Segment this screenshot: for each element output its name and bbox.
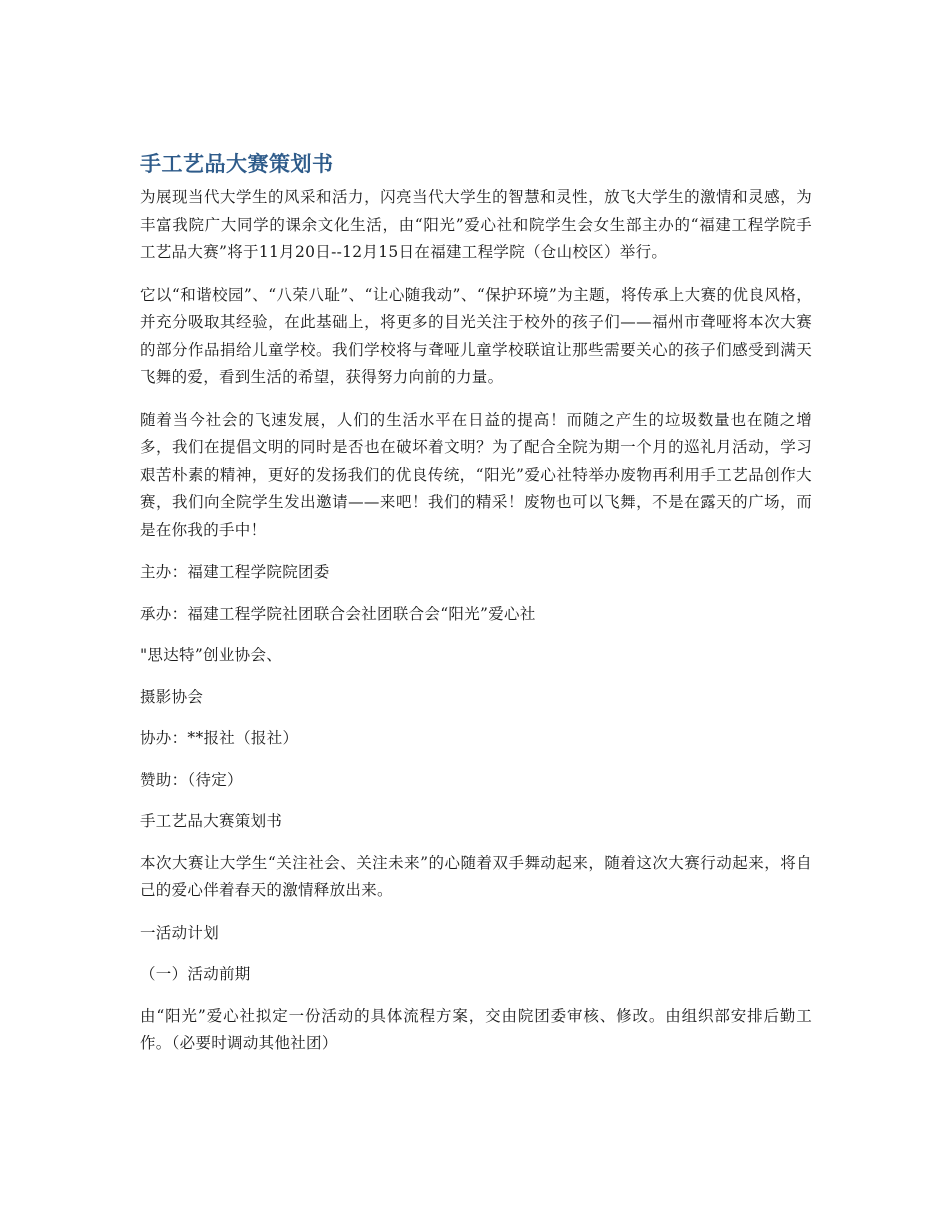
theme-paragraph: 它以“和谐校园”、“八荣八耻”、“让心随我动”、“保护环境”为主题，将传承上大赛的优良风格，并充分吸取其经验，在此基础上，将更多的目光关注于校外的孩子们——福州市聋哑将本次大赛的部分作品捐给儿童学校。我们学校将与聋哑儿童学校联谊让那些需要关心的孩子们感受到满天飞舞的爱，看到生活的希望，获得努力向前的力量。 [140, 285, 812, 386]
intro-paragraph: 为展现当代大学生的风采和活力，闪亮当代大学生的智慧和灵性，放飞大学生的激情和灵感，为丰富我院广大同学的课余文化生活，由“阳光”爱心社和院学生会女生部主办的“福建工程学院手工艺品大赛”将于11月20日--12月15日在福建工程学院（仓山校区）举行。 [140, 188, 812, 261]
undertaker-line: 承办：福建工程学院社团联合会社团联合会“阳光”爱心社 [140, 604, 536, 623]
early-stage-heading: （一）活动前期 [140, 965, 251, 983]
purpose-paragraph: 本次大赛让大学生“关注社会、关注未来”的心随着双手舞动起来，随着这次大赛行动起来，将自己的爱心伴着春天的激情释放出来。 [140, 853, 812, 899]
activity-plan-heading: 一活动计划 [140, 923, 220, 942]
section-title-line: 手工艺品大赛策划书 [140, 812, 283, 830]
sponsor-line: 赞助：（待定） [140, 770, 243, 789]
document-page [140, 148, 812, 1073]
early-stage-paragraph: 由“阳光”爱心社拟定一份活动的具体流程方案，交由院团委审核、修改。由组织部安排后勤工作。（必要时调动其他社团） [140, 1006, 812, 1052]
photography-line: 摄影协会 [140, 687, 204, 706]
organizer-line: 主办：福建工程学院院团委 [140, 563, 330, 581]
assisting-line: 协办：**报社（报社） [140, 729, 299, 747]
co-undertaker-line: "思达特”创业协会、 [140, 646, 283, 664]
background-paragraph: 随着当今社会的飞速发展，人们的生活水平在日益的提高！而随之产生的垃圾数量也在随之增多，我们在提倡文明的同时是否也在破坏着文明？为了配合全院为期一个月的巡礼月活动，学习艰苦朴素的精神，更好的发扬我们的优良传统，“阳光”爱心社特举办废物再利用手工艺品创作大赛，我们向全院学生发出邀请——来吧！我们的精采！废物也可以飞舞，不是在露天的广场，而是在你我的手中！ [140, 410, 812, 539]
document-title: 手工艺品大赛策划书 [140, 152, 334, 176]
